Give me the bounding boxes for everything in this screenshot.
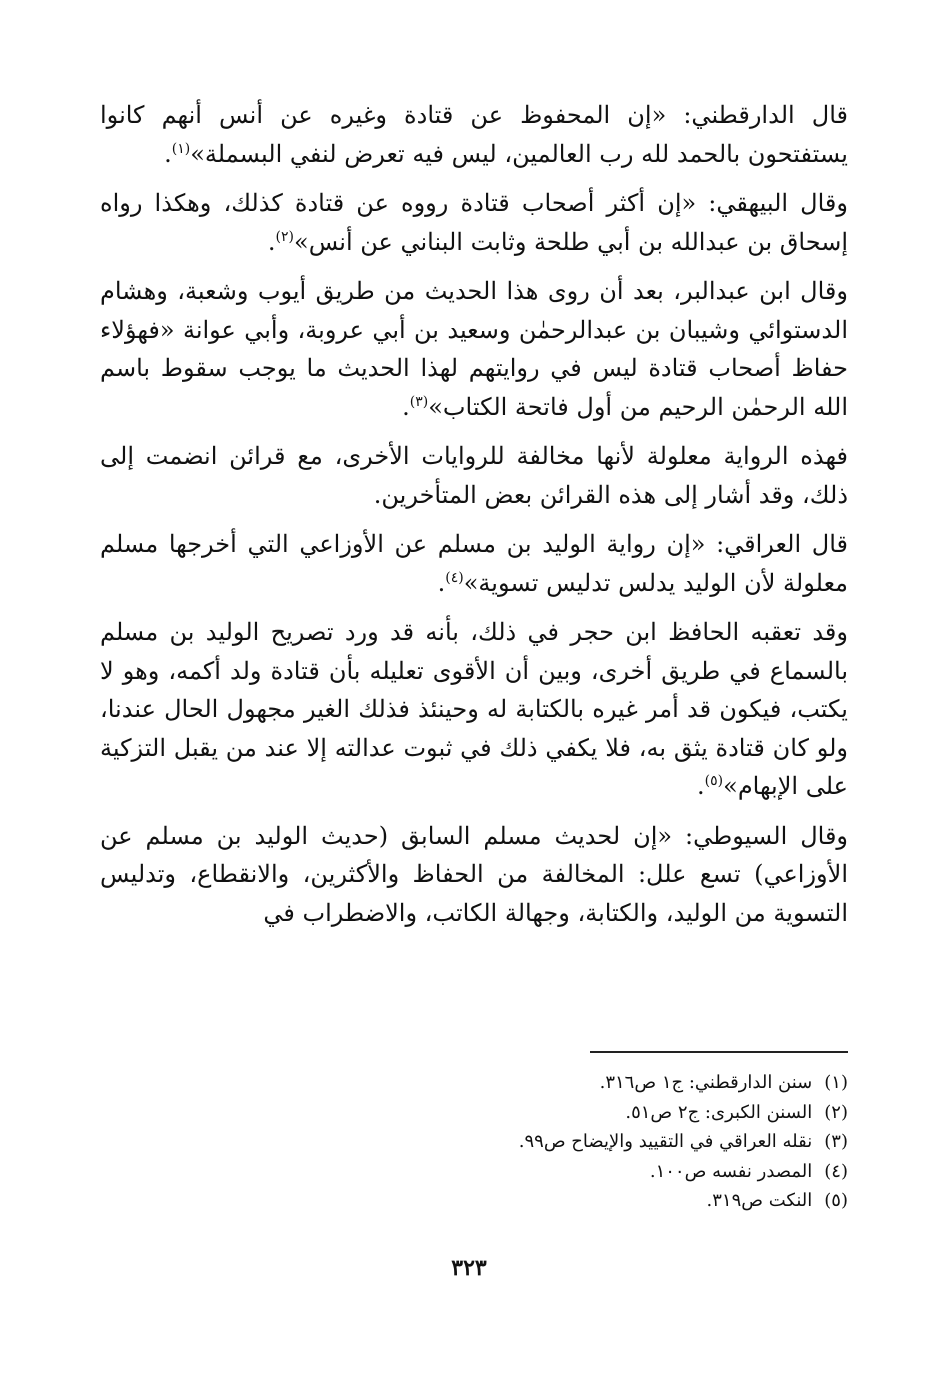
footnote-ref[interactable]: (٥) <box>704 773 724 789</box>
footnote-item <box>100 1068 848 1098</box>
footnote-number: (٣) <box>824 1131 848 1152</box>
paragraph-ibn-hajar <box>100 613 848 806</box>
paragraph-ibn-abdulbarr <box>100 272 848 426</box>
paragraph-text: وقد تعقبه الحافظ ابن حجر في ذلك، بأنه قد ورد تصريح الوليد بن مسلم بالسماع في طريق أخرى، وبين أن الأقوى تعليله بأن قتادة ولد أكمه، وهو لا يكتب، فيكون قد أمر غيره بالكتابة له وحينئذ فذلك الغير مجهول الحال عندنا، ولو كان قتادة يثق به، فلا يكفي ذلك في ثبوت عدالته إلا عند من يقبل التزكية على الإبهام» <box>100 618 848 800</box>
footnote-ref[interactable]: (٢) <box>275 228 295 245</box>
paragraph-tail: . <box>437 568 446 597</box>
footnote-ref[interactable]: (١) <box>171 140 191 157</box>
paragraph-tail: . <box>697 772 705 800</box>
footnote-text: المصدر نفسه ص١٠٠. <box>649 1160 813 1182</box>
footnote-number: (٢) <box>824 1101 848 1123</box>
footnotes <box>100 1068 848 1216</box>
footnote-text: السنن الكبرى: ج٢ ص٥١. <box>625 1101 813 1123</box>
footnote-item <box>100 1157 848 1187</box>
footnote-number: (١) <box>824 1072 848 1093</box>
paragraph-text: قال العراقي: «إن رواية الوليد بن مسلم عن الأوزاعي التي أخرجها مسلم معلولة لأن الوليد يدلس تدليس تسوية» <box>100 530 848 597</box>
paragraph-iraqi <box>100 525 848 602</box>
footnote-text: سنن الدارقطني: ج١ ص٣١٦. <box>599 1072 813 1093</box>
footnote-text: نقله العراقي في التقييد والإيضاح ص٩٩. <box>518 1131 813 1152</box>
footnote-number: (٥) <box>824 1190 848 1211</box>
paragraph-suyuti <box>100 817 848 933</box>
page-body <box>100 96 848 1316</box>
paragraph-tail: . <box>267 227 276 256</box>
paragraph-text: فهذه الرواية معلولة لأنها مخالفة للروايات الأخرى، مع قرائن انضمت إلى ذلك، وقد أشار إلى هذه القرائن بعض المتأخرين. <box>100 442 848 509</box>
paragraph-text: وقال السيوطي: «إن لحديث مسلم السابق (حديث الوليد بن مسلم عن الأوزاعي) تسع علل: المخالفة من الحفاظ والأكثرين، والانقطاع، وتدليس التسوية من الوليد، والكتابة، وجهالة الكاتب، والاضطراب في <box>100 821 849 927</box>
footnote-ref[interactable]: (٤) <box>445 569 464 586</box>
footnote-item <box>100 1127 848 1157</box>
paragraph-daraqutni <box>100 96 848 173</box>
footnote-text: النكت ص٣١٩. <box>706 1190 813 1211</box>
paragraph-conclusion <box>100 437 848 514</box>
paragraph-text: وقال البيهقي: «إن أكثر أصحاب قتادة رووه عن قتادة كذلك، وهكذا رواه إسحاق بن عبدالله بن أبي طلحة وثابت البناني عن أنس» <box>100 189 848 256</box>
footnote-number: (٤) <box>824 1160 848 1182</box>
paragraph-tail: . <box>164 139 172 168</box>
paragraph-text: قال الدارقطني: «إن المحفوظ عن قتادة وغيره عن أنس أنهم كانوا يستفتحون بالحمد لله رب العالمين، ليس فيه تعرض لنفي البسملة» <box>100 101 848 168</box>
footnote-item <box>100 1186 848 1216</box>
page-number: ٣٢٣ <box>451 1255 487 1281</box>
paragraph-bayhaqi <box>100 184 848 261</box>
footnote-ref[interactable]: (٣) <box>409 393 429 410</box>
paragraph-tail: . <box>402 392 410 421</box>
paragraph-text: وقال ابن عبدالبر، بعد أن روى هذا الحديث من طريق أيوب وشعبة، وهشام الدستوائي وشيبان بن عبدالرحمٰن وسعيد بن أبي عروبة، وأبي عوانة «فهؤلاء حفاظ أصحاب قتادة ليس في روايتهم لهذا الحديث ما يوجب سقوط باسم الله الرحمٰن الرحيم من أول فاتحة الكتاب» <box>100 277 849 421</box>
footnote-separator <box>590 1051 848 1053</box>
footnote-item <box>100 1098 848 1128</box>
